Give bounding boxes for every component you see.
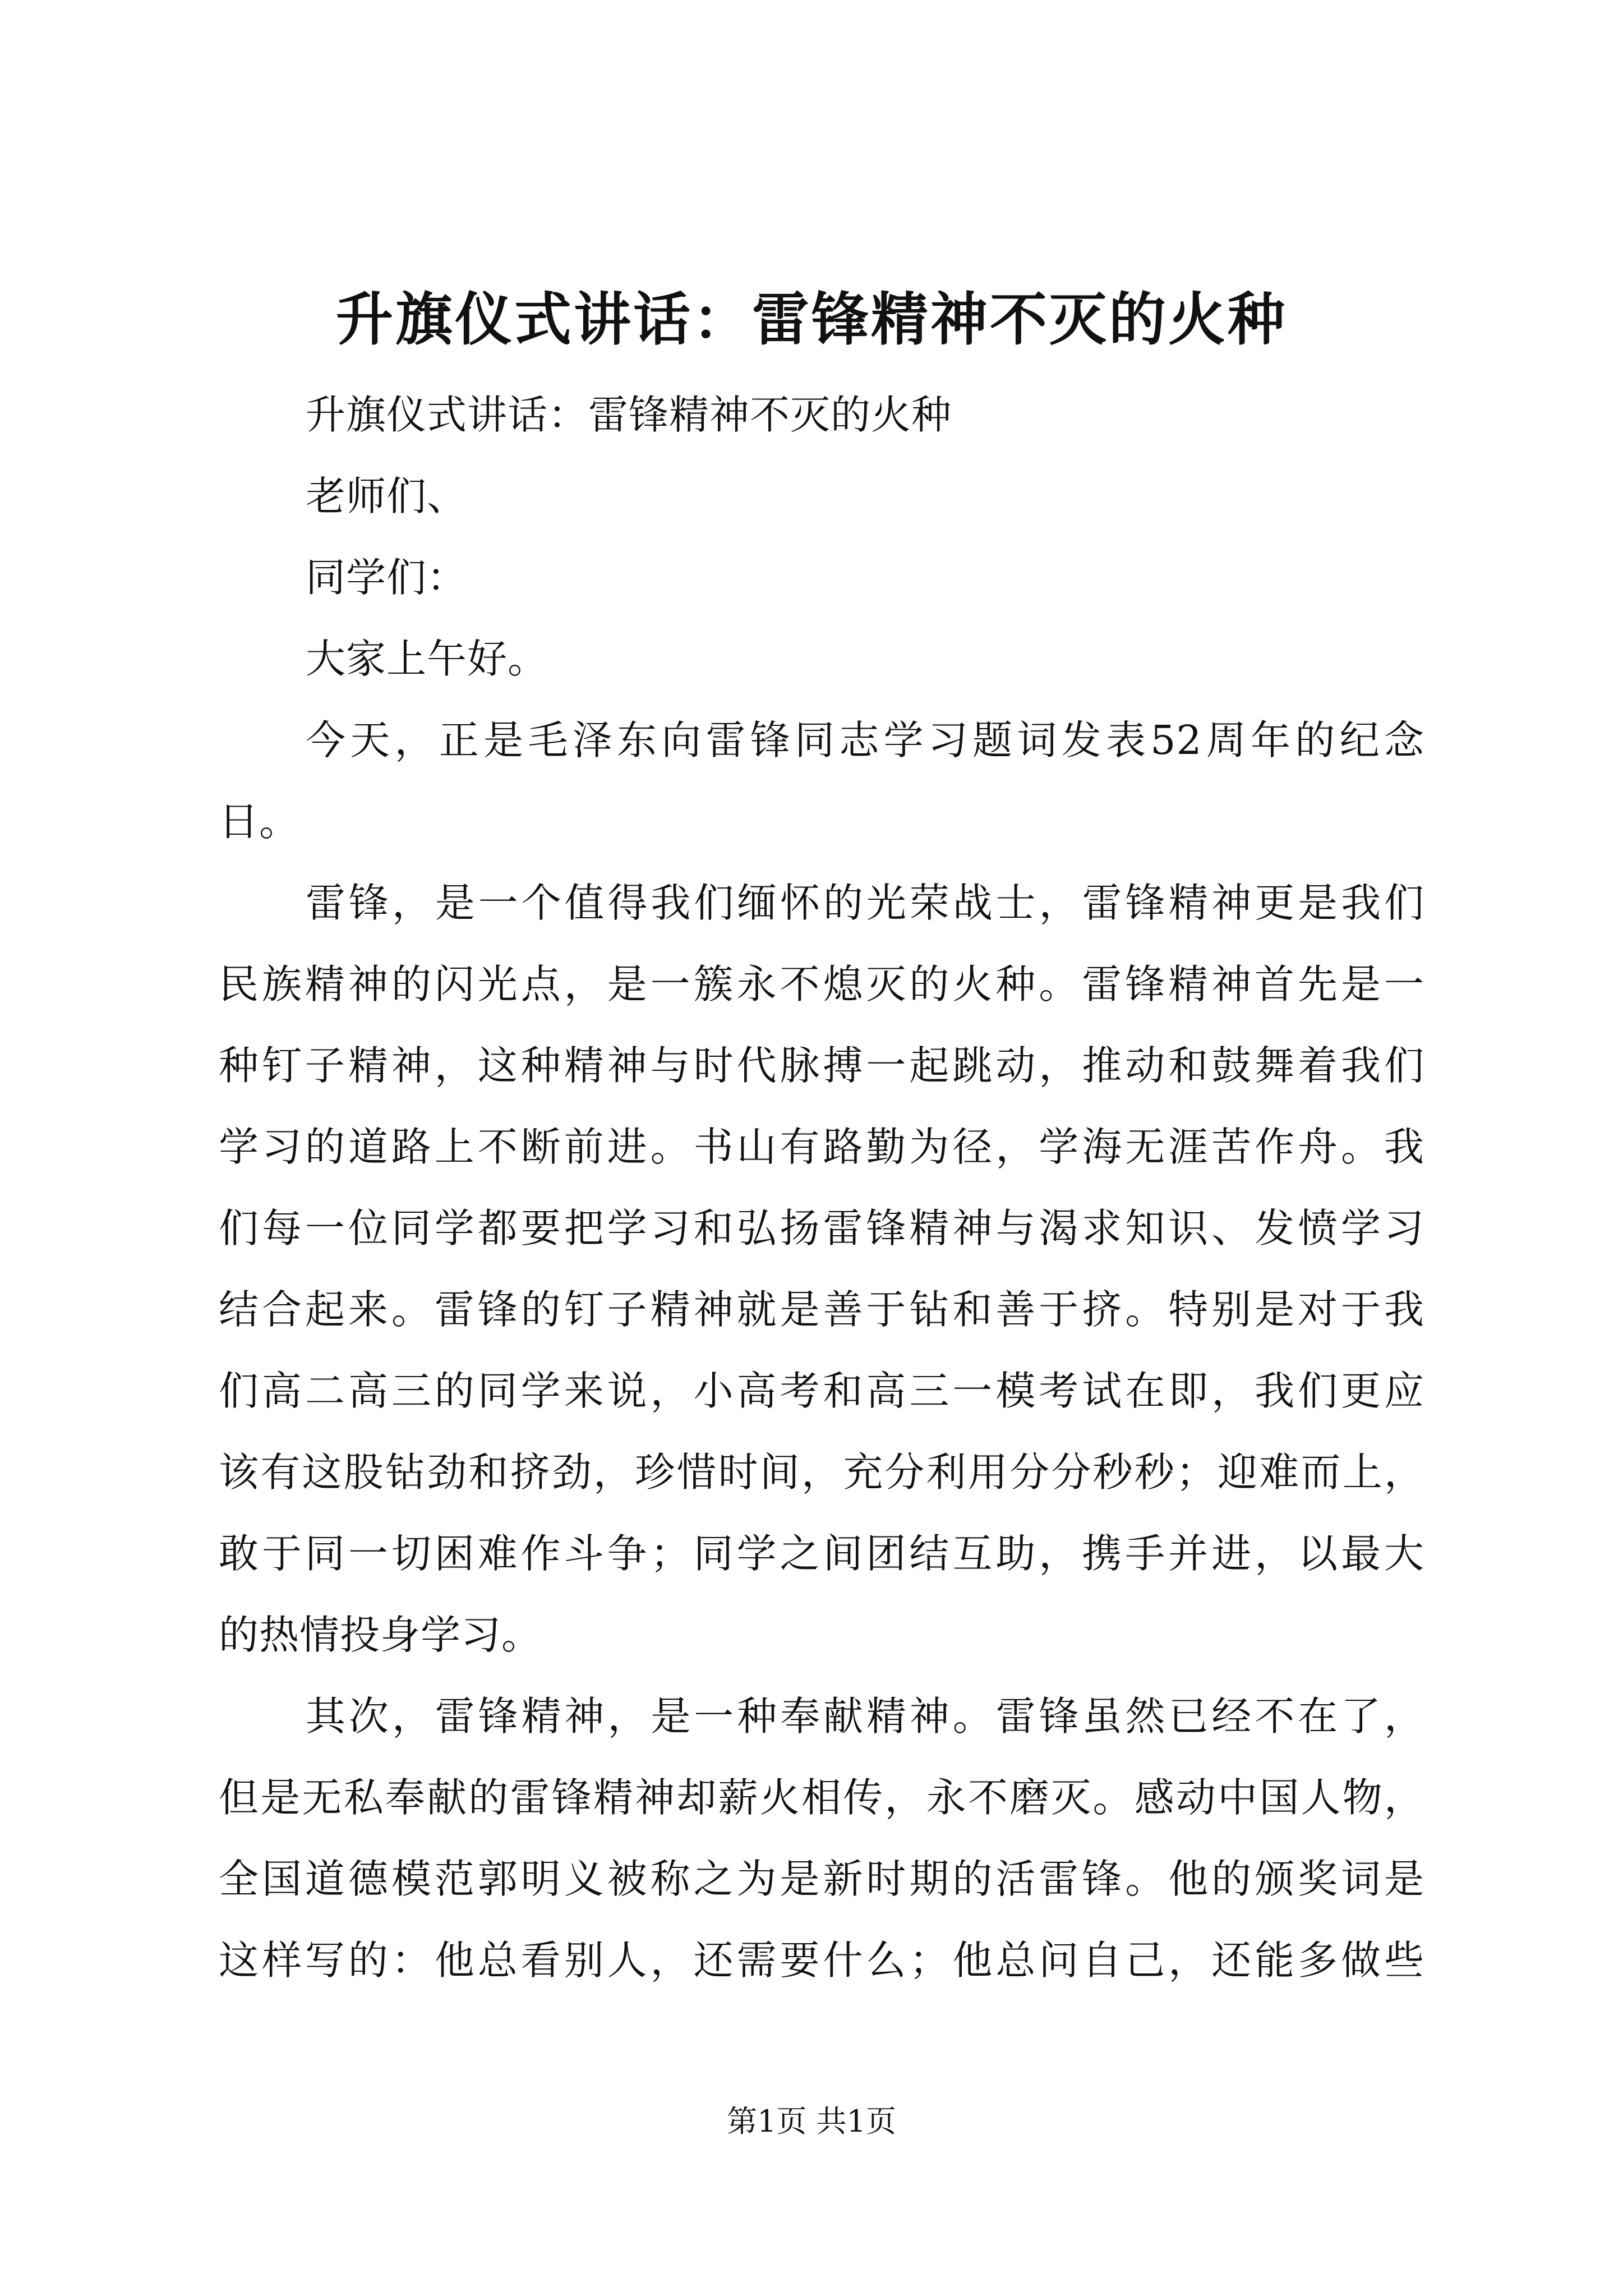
paragraph-1-line-1: 今天，正是毛泽东向雷锋同志学习题词发表52周年的纪念: [306, 717, 1424, 763]
paragraph-2-line-4: 学习的道路上不断前进。书山有路勤为径，学海无涯苦作舟。我: [219, 1124, 1424, 1170]
paragraph-1-line-2: 日。: [219, 798, 300, 845]
paragraph-2-line-3: 种钉子精神，这种精神与时代脉搏一起跳动，推动和鼓舞着我们: [219, 1042, 1424, 1089]
subtitle-line: 升旗仪式讲话：雷锋精神不灭的火种: [306, 392, 952, 438]
paragraph-3-line-2: 但是无私奉献的雷锋精神却薪火相传，永不磨灭。感动中国人物，: [219, 1774, 1424, 1821]
salutation-students: 同学们：: [306, 554, 468, 601]
paragraph-3-line-4: 这样写的：他总看别人，还需要什么；他总问自己，还能多做些: [219, 1937, 1424, 1984]
paragraph-3-line-1: 其次，雷锋精神，是一种奉献精神。雷锋虽然已经不在了，: [306, 1693, 1424, 1740]
paragraph-2-line-7: 们高二高三的同学来说，小高考和高三一模考试在即，我们更应: [219, 1368, 1424, 1414]
document-title: 升旗仪式讲话：雷锋精神不灭的火种: [336, 286, 1287, 353]
salutation-teachers: 老师们、: [306, 473, 468, 519]
paragraph-3-line-3: 全国道德模范郭明义被称之为是新时期的活雷锋。他的颁奖词是: [219, 1856, 1424, 1902]
paragraph-2-line-6: 结合起来。雷锋的钉子精神就是善于钻和善于挤。特别是对于我: [219, 1286, 1424, 1333]
page-footer: 第1页 共1页: [727, 2104, 896, 2139]
greeting-line: 大家上午好。: [306, 636, 548, 682]
paragraph-2-line-5: 们每一位同学都要把学习和弘扬雷锋精神与渴求知识、发愤学习: [219, 1205, 1424, 1251]
paragraph-2-line-8: 该有这股钻劲和挤劲，珍惜时间，充分利用分分秒秒；迎难而上，: [219, 1449, 1424, 1496]
paragraph-2-line-10: 的热情投身学习。: [219, 1612, 542, 1658]
paragraph-2-line-2: 民族精神的闪光点，是一簇永不熄灭的火种。雷锋精神首先是一: [219, 961, 1424, 1007]
paragraph-2-line-1: 雷锋，是一个值得我们缅怀的光荣战士，雷锋精神更是我们: [306, 880, 1424, 926]
paragraph-2-line-9: 敢于同一切困难作斗争；同学之间团结互助，携手并进，以最大: [219, 1530, 1424, 1577]
